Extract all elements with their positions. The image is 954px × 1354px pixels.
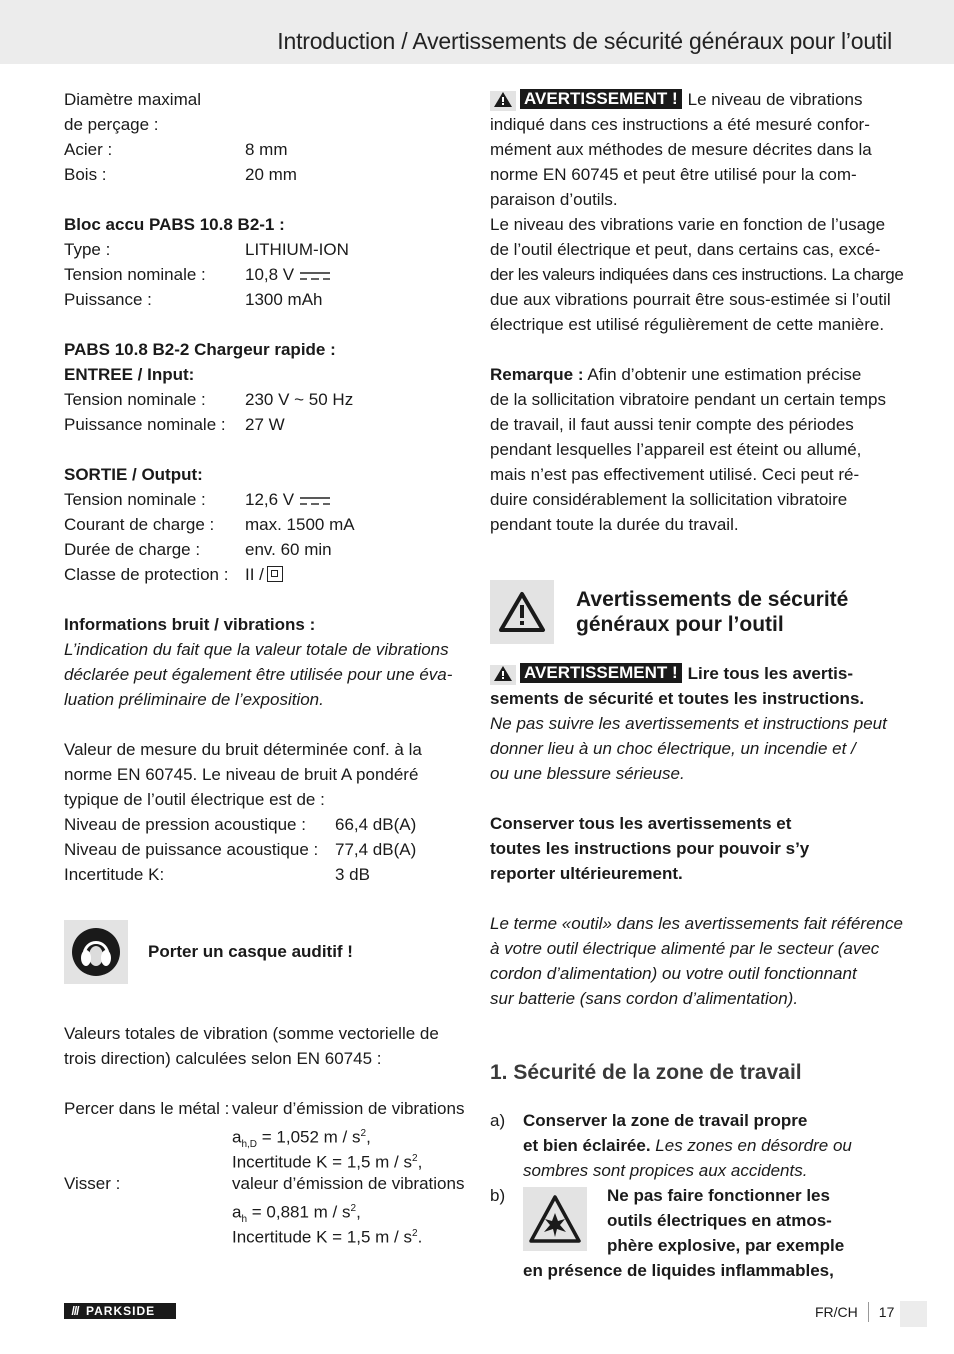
- warning-text-line: mément aux méthodes de mesure décrites dans la: [490, 140, 872, 159]
- spec-row-wood: [64, 162, 464, 187]
- spec-label: Classe de protection :: [64, 565, 229, 584]
- vibration-value: = 0,881 m / s: [247, 1202, 351, 1222]
- spec-row-duration: [64, 537, 464, 562]
- remark-text-line: pendant lesquelles l’appareil est éteint ou allumé,: [490, 440, 862, 459]
- warning-text-line: de l’outil électrique et peut, dans certains cas, excé-: [490, 240, 881, 259]
- spec-label: Type :: [64, 240, 111, 259]
- spec-row-steel: [64, 137, 464, 162]
- vibration-row-screw-value: [64, 1196, 464, 1226]
- spec-value: 10,8 V: [245, 265, 295, 284]
- spec-value: env. 60 min: [245, 540, 332, 559]
- spec-value: 12,6 V: [245, 490, 295, 509]
- charger-heading: PABS 10.8 B2-2 Chargeur rapide :: [64, 340, 336, 359]
- warning-italic-line: donner lieu à un choc électrique, un incendie et /: [490, 739, 856, 758]
- logo-stripes: ///: [71, 1304, 79, 1318]
- vibration-symbol: a: [232, 1202, 242, 1222]
- parkside-logo: [64, 1303, 176, 1319]
- noise-row-power: [64, 837, 464, 862]
- term-definition-line: Le terme «outil» dans les avertissements fait référence: [490, 914, 903, 933]
- noise-value: 77,4 dB(A): [335, 840, 417, 859]
- warning-bold-line: sements de sécurité et toutes les instructions.: [490, 689, 865, 708]
- noise-text-line: Valeur de mesure du bruit déterminée conf. à la: [64, 740, 422, 759]
- list-item-bold: phère explosive, par exemple: [607, 1236, 845, 1255]
- list-item-a: [490, 1108, 892, 1183]
- protection-class-ii-icon: [267, 566, 283, 582]
- spec-value: max. 1500 mA: [245, 515, 355, 534]
- noise-value: 3 dB: [335, 865, 370, 884]
- vibration-row-metal-value: [64, 1121, 464, 1151]
- remark-text: Afin d’obtenir une estimation précise: [583, 365, 862, 384]
- spec-label: Durée de charge :: [64, 540, 201, 559]
- list-item-bold: Ne pas faire fonctionner les: [607, 1186, 830, 1205]
- vibration-label: Visser :: [64, 1174, 121, 1193]
- list-marker: a): [490, 1111, 506, 1130]
- spec-row-in-voltage: [64, 387, 464, 412]
- section-heading-safety: [490, 580, 892, 644]
- spec-label: Tension nominale :: [64, 490, 206, 509]
- warning-text-line: norme EN 60745 et peut être utilisé pour la com-: [490, 165, 857, 184]
- warning-text-line: électrique est utilisé régulièrement de cette manière.: [490, 315, 885, 334]
- vibration-uncertainty: Incertitude K = 1,5 m / s: [232, 1227, 413, 1247]
- vibration-symbol: a: [232, 1127, 242, 1147]
- noise-row-pressure: [64, 812, 464, 837]
- keep-instructions-line: reporter ultérieurement.: [490, 864, 683, 883]
- punctuation: ,: [356, 1202, 361, 1222]
- spec-value: 20 mm: [245, 165, 297, 184]
- spec-row-out-voltage: [64, 487, 464, 512]
- vibration-uncertainty: Incertitude K = 1,5 m / s: [232, 1152, 413, 1172]
- punctuation: .: [417, 1227, 423, 1247]
- remark-text-line: de la sollicitation vibratoire pendant un certain temps: [490, 390, 886, 409]
- noise-italic-line: L’indication du fait que la valeur totale de vibrations: [64, 640, 449, 659]
- list-item-bold: outils électriques en atmos-: [607, 1211, 832, 1230]
- vibration-subscript: h: [241, 1214, 248, 1226]
- spec-value: 1300 mAh: [245, 290, 323, 309]
- spec-row-capacity: [64, 287, 464, 312]
- charger-input-heading: ENTREE / Input:: [64, 365, 195, 384]
- section-title-line: Avertissements de sécurité: [576, 588, 849, 611]
- list-item-bold: Conserver la zone de travail propre: [523, 1111, 808, 1130]
- spec-row-current: [64, 512, 464, 537]
- list-marker: b): [490, 1186, 506, 1205]
- warning-text-line: paraison d’outils.: [490, 190, 618, 209]
- spec-value: LITHIUM-ION: [245, 240, 349, 259]
- remark-text-line: de travail, il faut aussi tenir compte des périodes: [490, 415, 854, 434]
- drill-label-line2: de perçage :: [64, 115, 159, 134]
- vibration-text-line: Valeurs totales de vibration (somme vectorielle de: [64, 1024, 439, 1043]
- spec-label: Tension nominale :: [64, 265, 206, 284]
- vibration-value: = 1,052 m / s: [257, 1127, 361, 1147]
- warning-text: Le niveau de vibrations: [687, 90, 863, 109]
- footer-divider: [868, 1302, 869, 1322]
- section-title-line: généraux pour l’outil: [576, 613, 784, 636]
- noise-value: 66,4 dB(A): [335, 815, 417, 834]
- vibration-row-metal-uncertainty: [64, 1146, 464, 1171]
- warning-italic-line: ou une blessure sérieuse.: [490, 764, 685, 783]
- remark-line: [490, 362, 892, 387]
- hearing-protection-notice: [64, 920, 464, 984]
- superscript: 2: [412, 1153, 418, 1164]
- page-info: [815, 1302, 894, 1322]
- vibration-value: valeur d’émission de vibrations: [232, 1174, 465, 1193]
- left-column: [64, 87, 464, 1246]
- page-number: 17: [878, 1304, 895, 1320]
- superscript: 2: [350, 1203, 357, 1214]
- noise-label: Niveau de pression acoustique :: [64, 815, 306, 834]
- section-title: [576, 587, 848, 637]
- page-header: [0, 0, 954, 64]
- page-title: Introduction / Avertissements de sécurité généraux pour l’outil: [277, 28, 892, 54]
- noise-text-line: norme EN 60745. Le niveau de bruit A pondéré: [64, 765, 419, 784]
- vibration-subscript: h,D: [241, 1139, 258, 1151]
- list-item-b: [490, 1183, 892, 1283]
- vibration-text-line: trois direction) calculées selon EN 60745 :: [64, 1049, 382, 1068]
- remark-text-line: pendant toute la durée du travail.: [490, 515, 739, 534]
- spec-row-class: [64, 562, 464, 587]
- noise-text-line: typique de l’outil électrique est de :: [64, 790, 325, 809]
- footer-tab: [900, 1301, 927, 1327]
- spec-value: II /: [245, 565, 264, 584]
- logo-text: PARKSIDE: [86, 1304, 156, 1318]
- spec-value: 27 W: [245, 415, 285, 434]
- locale-label: FR/CH: [815, 1304, 858, 1320]
- vibration-row-screw: [64, 1171, 464, 1196]
- vibration-row-screw-uncertainty: [64, 1221, 464, 1246]
- term-definition-line: à votre outil électrique alimenté par le secteur (avec: [490, 939, 880, 958]
- charger-output-heading: SORTIE / Output:: [64, 465, 203, 484]
- hearing-protection-text: Porter un casque auditif !: [148, 942, 353, 961]
- warning-triangle-icon: [490, 91, 516, 111]
- direct-current-icon: [300, 271, 330, 281]
- spec-row-type: [64, 237, 464, 262]
- warning-text-line: Le niveau des vibrations varie en fonction de l’usage: [490, 215, 886, 234]
- spec-value: 8 mm: [245, 140, 288, 159]
- spec-row-voltage: [64, 262, 464, 287]
- noise-label: Incertitude K:: [64, 865, 165, 884]
- warning-italic-line: Ne pas suivre les avertissements et instructions peut: [490, 714, 887, 733]
- list-item-bold: en présence de liquides inflammables,: [523, 1261, 834, 1280]
- vibration-label: Percer dans le métal :: [64, 1099, 230, 1118]
- spec-label: Acier :: [64, 140, 113, 159]
- noise-row-uncertainty: [64, 862, 464, 887]
- warning-text-line: der les valeurs indiquées dans ces instructions. La charge: [490, 265, 904, 284]
- vibration-value: valeur d’émission de vibrations: [232, 1099, 465, 1118]
- vibration-warning-line: [490, 87, 892, 112]
- superscript: 2: [412, 1228, 418, 1239]
- term-definition-line: cordon d’alimentation) ou votre outil fonctionnant: [490, 964, 857, 983]
- spec-label: Puissance :: [64, 290, 152, 309]
- spec-label: Tension nominale :: [64, 390, 206, 409]
- warning-badge: AVERTISSEMENT !: [520, 89, 682, 109]
- warning-text-line: due aux vibrations pourrait être sous-estimée si l’outil: [490, 290, 891, 309]
- list-item-italic: sombres sont propices aux accidents.: [523, 1161, 808, 1180]
- remark-label: Remarque :: [490, 365, 584, 384]
- read-warning-line: [490, 661, 892, 686]
- spec-label: Bois :: [64, 165, 107, 184]
- spec-value: 230 V ~ 50 Hz: [245, 390, 354, 409]
- warning-text-line: indiqué dans ces instructions a été mesuré confor-: [490, 115, 870, 134]
- noise-label: Niveau de puissance acoustique :: [64, 840, 319, 859]
- spec-label: Courant de charge :: [64, 515, 215, 534]
- direct-current-icon: [300, 496, 330, 506]
- battery-heading: Bloc accu PABS 10.8 B2-1 :: [64, 215, 285, 234]
- warning-triangle-icon: [490, 580, 554, 644]
- right-column: [490, 87, 904, 1283]
- work-area-heading: 1. Sécurité de la zone de travail: [490, 1061, 802, 1084]
- warning-badge: AVERTISSEMENT !: [520, 663, 682, 683]
- noise-italic-line: déclarée peut également être utilisée pour une éva-: [64, 665, 453, 684]
- explosion-hazard-icon: [523, 1187, 587, 1251]
- warning-bold-text: Lire tous les avertis-: [687, 664, 853, 683]
- punctuation: ,: [366, 1127, 371, 1147]
- noise-italic-line: luation préliminaire de l’exposition.: [64, 690, 324, 709]
- spec-label: Puissance nominale :: [64, 415, 226, 434]
- remark-text-line: mais n’est pas effectivement utilisé. Ceci peut ré-: [490, 465, 860, 484]
- drill-label-line1: Diamètre maximal: [64, 90, 201, 109]
- list-item-italic: Les zones en désordre ou: [650, 1136, 852, 1155]
- remark-text-line: duire considérablement la sollicitation vibratoire: [490, 490, 848, 509]
- list-item-bold: et bien éclairée.: [523, 1136, 651, 1155]
- term-definition-line: sur batterie (sans cordon d’alimentation).: [490, 989, 799, 1008]
- vibration-row-metal: [64, 1096, 464, 1121]
- noise-heading: Informations bruit / vibrations :: [64, 615, 316, 634]
- keep-instructions-line: Conserver tous les avertissements et: [490, 814, 792, 833]
- keep-instructions-line: toutes les instructions pour pouvoir s’y: [490, 839, 810, 858]
- punctuation: ,: [417, 1152, 423, 1172]
- superscript: 2: [360, 1128, 367, 1139]
- spec-row-in-power: [64, 412, 464, 437]
- ear-protection-icon: [64, 920, 128, 984]
- warning-triangle-icon: [490, 665, 516, 685]
